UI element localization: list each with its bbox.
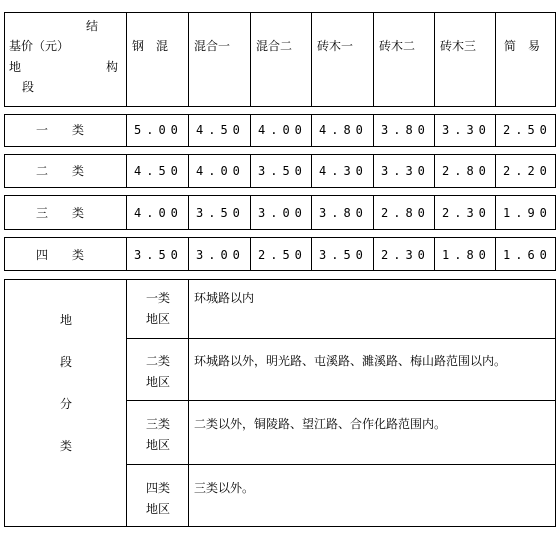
row-label: 一 类: [36, 123, 85, 137]
price-cell: 3.80: [319, 206, 368, 220]
rule-row1-bottom: [4, 146, 556, 147]
corner-jie: 结: [86, 19, 99, 33]
price-cell: 2.80: [442, 164, 491, 178]
class-label: 二类: [146, 354, 171, 368]
classification-char: 分: [60, 397, 73, 411]
rule-row4-bottom: [4, 270, 556, 271]
price-cell: 3.50: [258, 164, 307, 178]
price-cell: 2.50: [258, 248, 307, 262]
price-cell: 3.50: [196, 206, 245, 220]
rule-class-sep3: [126, 464, 556, 465]
price-cell: 3.80: [381, 123, 430, 137]
classification-char: 类: [60, 439, 73, 453]
row-label: 二 类: [36, 164, 85, 178]
price-cell: 3.50: [134, 248, 183, 262]
price-cell: 3.00: [196, 248, 245, 262]
classification-char: 地: [60, 313, 73, 327]
rule-row3-bottom: [4, 229, 556, 230]
column-header: 混合二: [256, 39, 293, 53]
column-header: 钢 混: [132, 39, 169, 53]
class-label: 一类: [146, 291, 171, 305]
class-description: 环城路以内: [194, 291, 255, 305]
corner-duan: 段: [22, 80, 35, 94]
price-cell: 3.00: [258, 206, 307, 220]
column-header: 混合一: [194, 39, 231, 53]
column-header: 简 易: [504, 39, 541, 53]
price-cell: 1.80: [442, 248, 491, 262]
class-description: 环城路以外，明光路、屯溪路、濉溪路、梅山路范围以内。: [194, 354, 507, 368]
rule-top: [4, 12, 556, 13]
rule-row4-top: [4, 237, 556, 238]
row-label: 四 类: [36, 248, 85, 262]
price-cell: 3.30: [442, 123, 491, 137]
column-header: 砖木一: [317, 39, 354, 53]
class-label: 地区: [146, 502, 171, 516]
price-cell: 4.00: [196, 164, 245, 178]
price-cell: 4.80: [319, 123, 368, 137]
class-label: 地区: [146, 438, 171, 452]
rule-row2-top: [4, 154, 556, 155]
column-header: 砖木三: [440, 39, 477, 53]
rule-row1-top: [4, 114, 556, 115]
price-cell: 4.00: [134, 206, 183, 220]
rule-header-bottom: [4, 106, 556, 107]
corner-price-label: 基价（元）: [9, 39, 70, 53]
class-description: 二类以外，铜陵路、望江路、合作化路范围内。: [194, 417, 447, 431]
rule-class-bottom: [4, 526, 556, 527]
rule-class-top: [4, 279, 556, 280]
classification-char: 段: [60, 355, 73, 369]
price-cell: 4.30: [319, 164, 368, 178]
rule-class-sep2: [126, 400, 556, 401]
price-cell: 2.30: [442, 206, 491, 220]
price-cell: 5.00: [134, 123, 183, 137]
rule-row3-top: [4, 195, 556, 196]
price-cell: 4.00: [258, 123, 307, 137]
price-cell: 1.60: [503, 248, 552, 262]
column-header: 砖木二: [379, 39, 416, 53]
row-label: 三 类: [36, 206, 85, 220]
price-cell: 4.50: [134, 164, 183, 178]
price-cell: 2.20: [503, 164, 552, 178]
price-cell: 1.90: [503, 206, 552, 220]
price-cell: 2.30: [381, 248, 430, 262]
class-label: 地区: [146, 312, 171, 326]
corner-gou: 构: [106, 60, 119, 74]
price-cell: 4.50: [196, 123, 245, 137]
corner-di: 地: [9, 60, 22, 74]
price-cell: 3.30: [381, 164, 430, 178]
price-cell: 2.80: [381, 206, 430, 220]
class-label: 四类: [146, 481, 171, 495]
rule-row2-bottom: [4, 187, 556, 188]
class-label: 地区: [146, 375, 171, 389]
price-cell: 2.50: [503, 123, 552, 137]
class-description: 三类以外。: [194, 481, 255, 495]
price-cell: 3.50: [319, 248, 368, 262]
rule-class-sep1: [126, 338, 556, 339]
class-label: 三类: [146, 417, 171, 431]
